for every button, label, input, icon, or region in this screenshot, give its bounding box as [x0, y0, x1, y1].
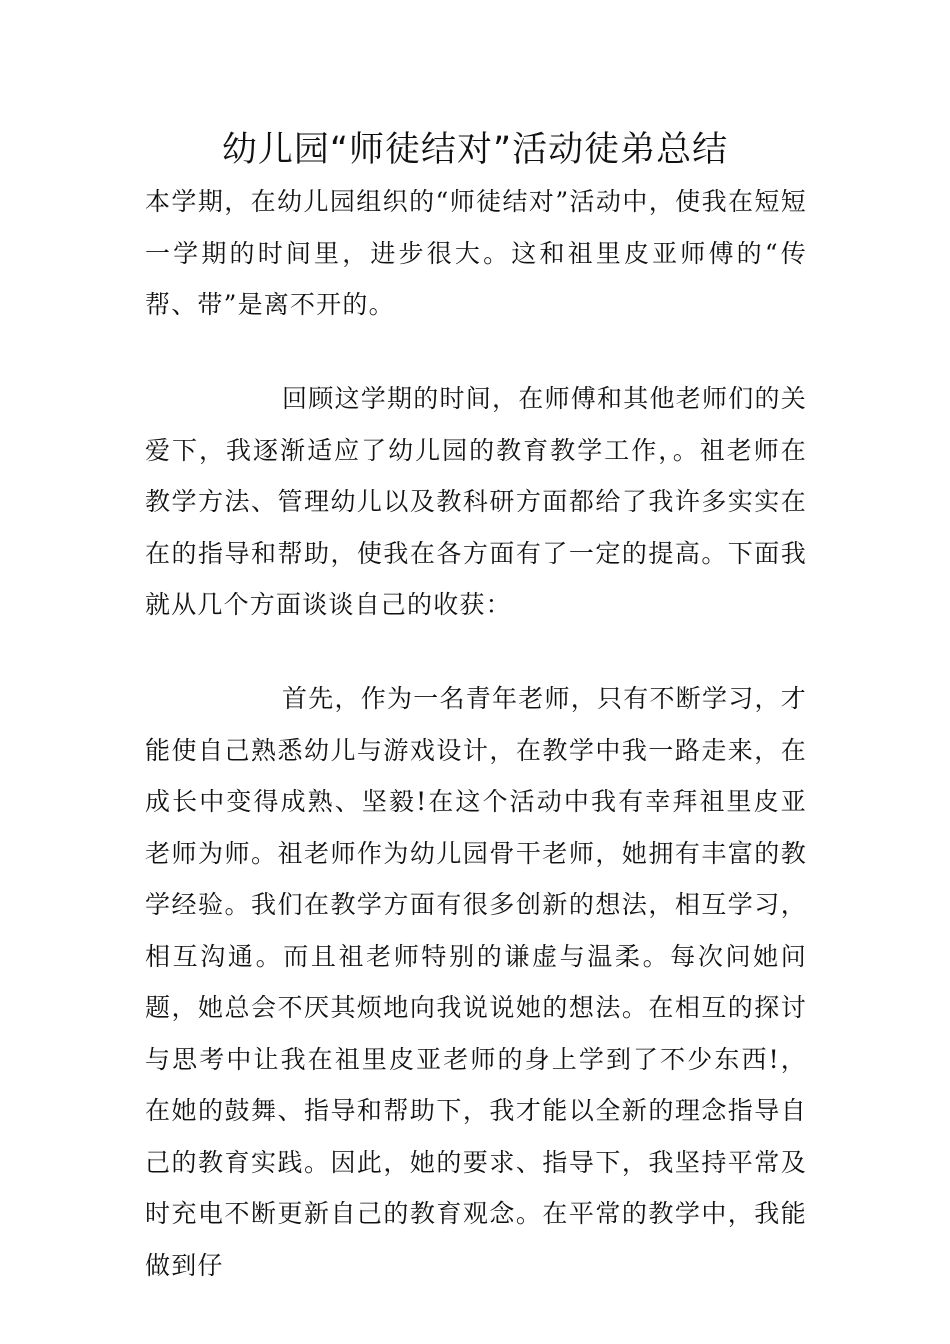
- paragraph-3: 首先，作为一名青年老师，只有不断学习，才能使自己熟悉幼儿与游戏设计，在教学中我一路走来，在成长中变得成熟、坚毅!在这个活动中我有幸拜祖里皮亚老师为师。祖老师作为幼儿园骨干老师，她拥有丰富的教学经验。我们在教学方面有很多创新的想法，相互学习，相互沟通。而且祖老师特别的谦虚与温柔。每次问她问题，她总会不厌其烦地向我说说她的想法。在相互的探讨与思考中让我在祖里皮亚老师的身上学到了不少东西!，在她的鼓舞、指导和帮助下，我才能以全新的理念指导自己的教育实践。因此，她的要求、指导下，我坚持平常及时充电不断更新自己的教育观念。在平常的教学中，我能做到仔: [145, 684, 807, 1280]
- paragraph-2: 回顾这学期的时间，在师傅和其他老师们的关爱下，我逐渐适应了幼儿园的教育教学工作，。祖老师在教学方法、管理幼儿以及教科研方面都给了我许多实实在在的指导和帮助，使我在各方面有了一定的提高。下面我就从几个方面谈谈自己的收获：: [145, 384, 807, 619]
- paragraph-1: 本学期，在幼儿园组织的“师徒结对”活动中，使我在短短一学期的时间里，进步很大。这和祖里皮亚师傅的“传帮、带”是离不开的。: [145, 187, 807, 319]
- document-title: 幼儿园“师徒结对”活动徒弟总结: [221, 130, 729, 170]
